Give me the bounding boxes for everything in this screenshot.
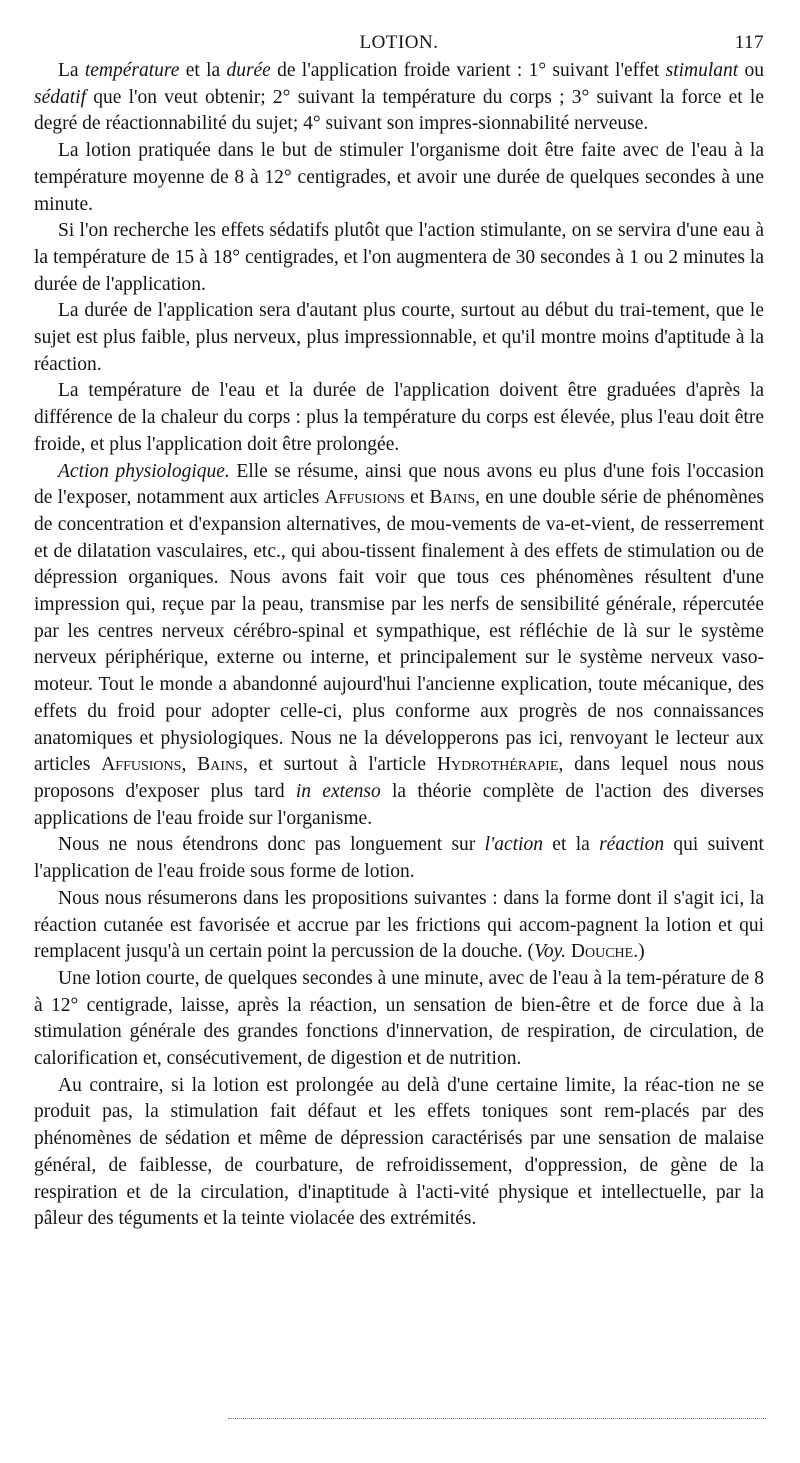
text-run: la théorie complète de l'action des diverses applications de l'eau froide sur l'organisme. bbox=[34, 780, 765, 829]
text-run: ou bbox=[738, 60, 764, 81]
text-run: Nous nous résumerons dans les propositions suivantes : dans la forme dont il s'agit ici, la réaction cutanée est favorisée et accrue par les frictions qui accom-pagnent la lotion et qui remplacent jusqu'à un certain point la percussion de la douche. ( bbox=[34, 887, 764, 963]
emphasis: in extenso bbox=[295, 780, 381, 802]
emphasis: durée bbox=[226, 60, 271, 81]
text-run: et la bbox=[179, 60, 227, 81]
text-run: , en une double série de phénomènes de concentration et d'expansion alternatives, de mou-vements de va-et-vient, de resserrement et de dilatation vasculaires, etc., qui abou-tissent finalement à des effets de stimulation ou de dépression organiques. Nous avons fait voir que tous ces phénomènes résultent d'une impression qui, reçue par la peau, transmise par les nerfs de sensibilité générale, répercutée par les centres nerveux cérébro-spinal et sympathique, est réfléchie de là sur le système nerveux périphérique, externe ou interne, et principalement sur le système nerveux vaso-moteur. Tout le monde a abandonné aujourd'hui l'ancienne explication, toute mécanique, des effets du froid pour adopter celle-ci, plus conforme aux progrès de nos connaissances anatomiques et physiologiques. Nous ne la développerons pas ici, renvoyant le lecteur aux articles bbox=[34, 487, 764, 776]
text-run: Nous ne nous étendrons donc pas longuement sur bbox=[58, 834, 485, 856]
book-page bbox=[34, 28, 764, 1233]
text-run: , dans lequel nous nous proposons d'exposer plus tard bbox=[34, 754, 764, 802]
emphasis: température bbox=[84, 60, 180, 81]
footer-dotted-rule bbox=[228, 1418, 766, 1419]
page-number: 117 bbox=[734, 32, 764, 53]
text-run: que l'on veut obtenir; 2° suivant la température du corps ; 3° suivant la force et le degré de réactionnabilité du sujet; 4° suivant son impres-sionnabilité nerveuse. bbox=[34, 86, 764, 135]
paragraph-graduation: La température de l'eau et la durée de l'application doivent être graduées d'après la différence de la chaleur du corps : plus la température du corps est élevée, plus l'eau doit être froide, et plus l'application doit être prolongée. bbox=[34, 380, 764, 455]
paragraph-lotion-prolongee: Au contraire, si la lotion est prolongée au delà d'une certaine limite, la réac-tion ne se produit pas, la stimulation fait défaut et les effets toniques sont rem-placés par des phénomènes de sédation et même de dépression caractérisés par une sensation de malaise général, de faiblesse, de courbature, de refroidissement, d'oppression, de gène de la respiration et de la circulation, d'inaptitude à l'acti-vité physique et intellectuelle, par la pâleur des téguments et la teinte violacée des extrémités. bbox=[34, 1074, 764, 1230]
text-run: .) bbox=[633, 941, 645, 963]
cross-reference: Affusions bbox=[101, 754, 182, 776]
cross-reference: Douche bbox=[570, 941, 634, 963]
body-text bbox=[34, 58, 764, 1233]
paragraph-effets-sedatifs: Si l'on recherche les effets sédatifs plutôt que l'action stimulante, on se servira d'une eau à la température de 15 à 18° centigrades, et l'on augmentera de 30 secondes à 1 ou 2 minutes la durée de l'application. bbox=[34, 220, 764, 295]
text-run: et la bbox=[542, 834, 600, 856]
text-run: , et surtout à l'article bbox=[242, 754, 437, 776]
text-run: qui suivent l'application de l'eau froide sous forme de lotion. bbox=[34, 834, 764, 883]
paragraph-action-physiologique bbox=[34, 459, 764, 833]
section-heading-italic: Action physiologique. bbox=[58, 460, 230, 482]
running-title: LOTION. bbox=[359, 32, 439, 53]
emphasis: stimulant bbox=[665, 60, 739, 81]
cross-reference: Hydrothérapie bbox=[436, 754, 559, 776]
paragraph-action-reaction bbox=[34, 832, 764, 885]
emphasis: Voy. bbox=[534, 941, 567, 963]
text-run: , bbox=[181, 754, 198, 776]
emphasis: l'action bbox=[484, 834, 543, 856]
emphasis: réaction bbox=[599, 834, 665, 856]
paragraph-lotion-stimulante: La lotion pratiquée dans le but de stimuler l'organisme doit être faite avec de l'eau à la température moyenne de 8 à 12° centigrades, et avoir une durée de quelques secondes à une minute. bbox=[34, 140, 764, 215]
paragraph-lotion-courte: Une lotion courte, de quelques secondes à une minute, avec de l'eau à la tem-pérature de 8 à 12° centigrade, laisse, après la réaction, un sensation de bien-être et de force due à la stimulation générale des grandes fonctions d'innervation, de respiration, de circulation, de calorification et, consécutivement, de digestion et de nutrition. bbox=[34, 967, 764, 1070]
paragraph-propositions bbox=[34, 886, 764, 966]
text-run: Elle se résume, ainsi que nous avons eu plus d'une fois l'occasion de l'exposer, notamment aux articles bbox=[34, 460, 764, 509]
paragraph-duree-application: La durée de l'application sera d'autant plus courte, surtout au début du trai-tement, que le sujet est plus faible, plus nerveux, plus impressionnable, et qu'il montre moins d'aptitude à la réaction. bbox=[34, 300, 764, 375]
cross-reference: Bains bbox=[197, 754, 243, 776]
cross-reference: Affusions bbox=[324, 487, 405, 509]
text-run: La bbox=[58, 60, 85, 81]
paragraph-temperature-duree bbox=[34, 58, 764, 138]
text-run: et bbox=[404, 487, 430, 509]
emphasis: sédatif bbox=[34, 86, 86, 108]
cross-reference: Bains bbox=[429, 487, 476, 509]
text-run: de l'application froide varient : 1° suivant l'effet bbox=[270, 60, 666, 81]
running-head bbox=[34, 28, 764, 58]
